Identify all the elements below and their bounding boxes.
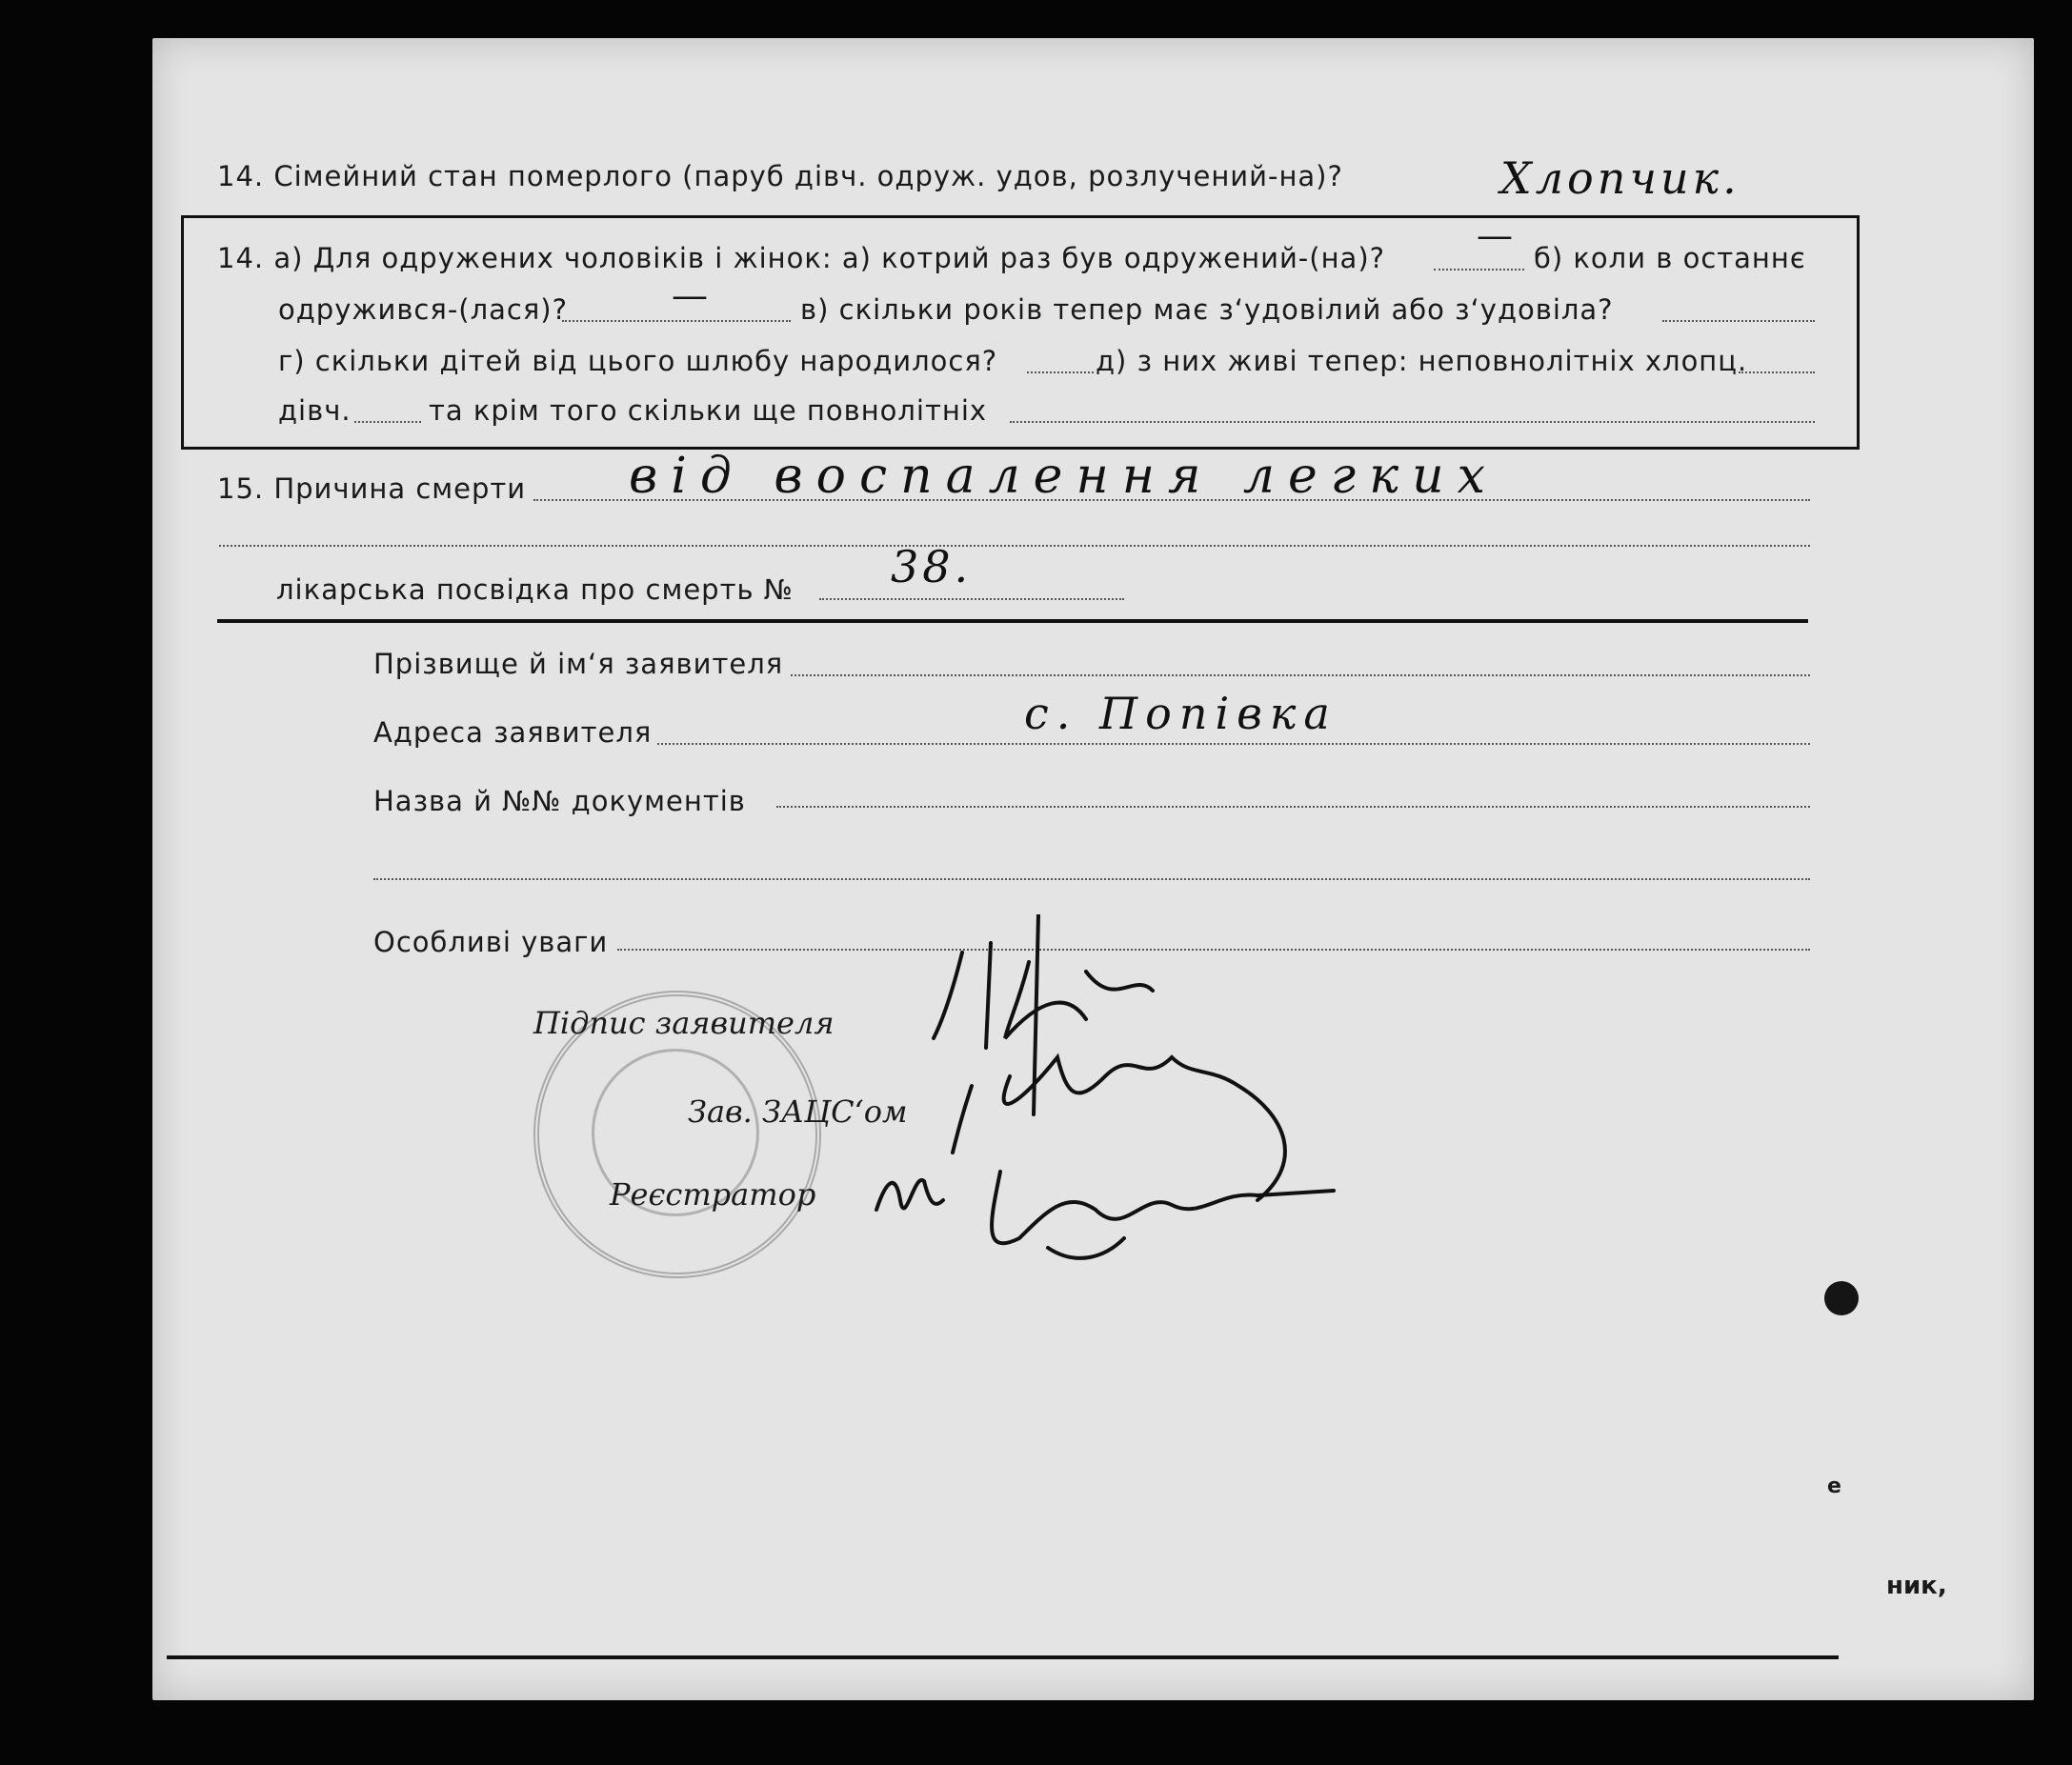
q14a-answer-a: — xyxy=(1477,214,1517,256)
q14a-field-f[interactable] xyxy=(354,421,421,423)
q14a-field-d[interactable] xyxy=(1027,371,1094,373)
q14a-field-g[interactable] xyxy=(1010,421,1815,423)
q15-field-2[interactable] xyxy=(219,545,1810,547)
q14a-line1b: б) коли в останнє xyxy=(1534,242,1806,274)
q14a-field-a[interactable] xyxy=(1434,269,1524,271)
remarks-label: Особливі уваги xyxy=(373,926,609,958)
cut-letter: е xyxy=(1827,1474,1841,1498)
applicant-signature-label: Підпис заявителя xyxy=(533,1005,835,1041)
q14a-answer-b: — xyxy=(672,274,712,316)
q14a-line2b: в) скільки років тепер має з‘удовілий або з‘удовіла? xyxy=(800,293,1614,326)
registrar-label: Реєстратор xyxy=(610,1176,816,1213)
section-divider xyxy=(217,619,1808,623)
q14a-field-e[interactable] xyxy=(1739,371,1815,373)
documents-field-2[interactable] xyxy=(373,878,1810,880)
applicant-address-label: Адреса заявителя xyxy=(373,716,653,749)
q14a-line3b: д) з них живі тепер: неповнолітніх хлопц. xyxy=(1096,345,1748,377)
certificate-number: 38. xyxy=(891,541,973,592)
bottom-rule xyxy=(167,1655,1839,1659)
q14a-line3: г) скільки дітей від цього шлюбу народилося? xyxy=(278,345,998,377)
q14a-field-b[interactable] xyxy=(562,320,791,322)
applicant-address-value: с. Попівка xyxy=(1024,688,1338,739)
head-label: Зав. ЗАЦС‘ом xyxy=(688,1093,908,1130)
q14a-line2: одружився-(лася)? xyxy=(278,293,568,326)
punch-hole xyxy=(1824,1281,1859,1315)
q14a-line4: дівч. xyxy=(278,394,352,427)
q15-label: 15. Причина смерти xyxy=(217,472,527,505)
certificate-label: лікарська посвідка про смерть № xyxy=(276,573,794,606)
applicant-name-field[interactable] xyxy=(791,674,1810,676)
cut-word: ник, xyxy=(1886,1572,1947,1600)
q14a-line1: 14. а) Для одружених чоловіків і жінок: а) котрий раз був одружений-(на)? xyxy=(217,242,1386,274)
documents-field[interactable] xyxy=(776,806,1810,808)
applicant-name-label: Прізвище й ім‘я заявителя xyxy=(373,648,784,680)
q15-answer: від воспалення легких xyxy=(629,448,1499,505)
documents-label: Назва й №№ документів xyxy=(373,785,746,817)
registrar-signature-drawing xyxy=(857,1153,1353,1286)
q14-label: 14. Сімейний стан померлого (паруб дівч. одруж. удов, розлучений-на)? xyxy=(217,160,1343,192)
q14a-line4b: та крім того скільки ще повнолітніх xyxy=(429,394,988,427)
certificate-field[interactable] xyxy=(819,598,1124,600)
applicant-address-field[interactable] xyxy=(657,743,1810,745)
q14-answer: Хлопчик. xyxy=(1500,152,1740,204)
q14a-field-c[interactable] xyxy=(1662,320,1815,322)
